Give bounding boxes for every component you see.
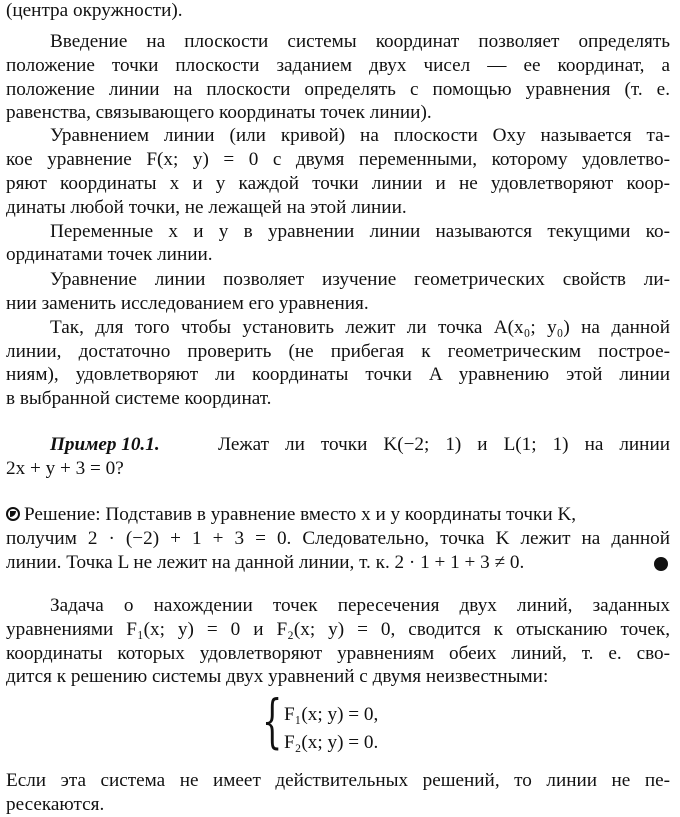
text-line: в выбранной системе координат. [6,388,272,409]
text-line: Уравнение линии позволяет изучение геометрических свойств ли- [50,269,670,290]
text-line: (центра окружности). [6,0,183,21]
text-line: дится к решению системы двух уравнений с двумя неизвестными: [6,666,549,687]
text-line: кое уравнение F(x; y) = 0 с двумя переменными, которому удовлетво- [6,149,670,170]
text-line: динаты любой точки, не лежащей на этой линии. [6,197,407,218]
text-line: положение точки плоскости заданием двух чисел — ее координат, а [6,55,670,76]
text-line: равенства, связывающего координаты точек линии). [6,102,432,123]
text-line: линии, достаточно проверить (не прибегая к геометрическим построе- [6,341,670,362]
text-line: уравнениями F₁(x; y) = 0 и F₂(x; y) = 0, сводится к отысканию точек, [6,619,670,640]
text-line: нии заменить исследованием его уравнения. [6,293,369,314]
text-line: ряют координаты x и y каждой точки линии и не удовлетворяют коор- [6,173,670,194]
solution-line [6,503,670,527]
text-line: Так, для того чтобы установить лежит ли точка A(x₀; y₀) на данной [50,317,670,338]
solution-end-icon [654,557,668,571]
text-line: ниям), удовлетворяют ли координаты точки A уравнению этой линии [6,364,670,385]
text-line: ресекаются. [6,794,105,815]
text-line: Задача о нахождении точек пересечения двух линий, заданных [50,595,670,616]
solution-text: Решение: Подставив в уравнение вместо x и y координаты точки K, [24,504,577,525]
system-brace: { [262,687,283,755]
text-line: Если эта система не имеет действительных решений, то линии не пе- [6,770,670,791]
text-line: координаты которых удовлетворяют уравнениям обеих линий, т. е. сво- [6,643,670,664]
text-line: Введение на плоскости системы координат позволяет определять [50,31,670,52]
example-title: Пример 10.1. [50,434,160,455]
example-question: Лежат ли точки K(−2; 1) и L(1; 1) на линии [218,434,670,455]
text-line: Переменные x и y в уравнении линии называются текущими ко- [50,221,670,242]
system-equation-1: F₁(x; y) = 0, [284,704,379,725]
example-heading [50,433,160,457]
text-line: ординатами точек линии. [6,244,213,265]
solution-line: получим 2 · (−2) + 1 + 3 = 0. Следовательно, точка K лежит на данной [6,528,670,549]
text-line: положение линии на плоскости определять с помощью уравнения (т. е. [6,79,670,100]
solution-start-icon [6,507,20,521]
system-equation-2: F₂(x; y) = 0. [284,732,379,753]
example-equation: 2x + y + 3 = 0? [6,458,124,479]
text-line: Уравнением линии (или кривой) на плоскости Oxy называется та- [50,125,670,146]
solution-line: линии. Точка L не лежит на данной линии, т. к. 2 · 1 + 1 + 3 ≠ 0. [6,552,525,573]
